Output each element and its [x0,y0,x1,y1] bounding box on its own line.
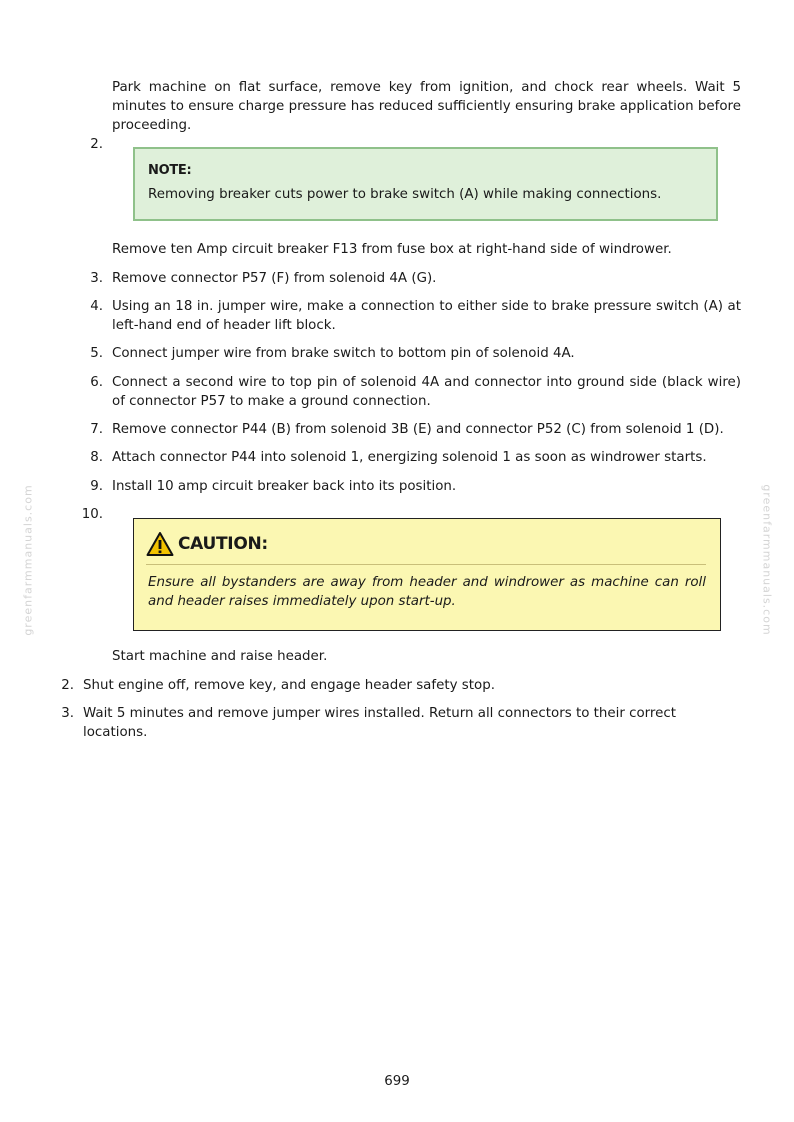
step-2-text: Remove ten Amp circuit breaker F13 from fuse box at right-hand side of windrower. [112,242,672,257]
outer-step-number: 2. [61,678,74,693]
step-10-text: Start machine and raise header. [112,649,328,664]
note-text: Removing breaker cuts power to brake switch (A) while making connections. [148,187,662,202]
step-number-2: 2. [90,137,103,152]
step-text: Connect jumper wire from brake switch to bottom pin of solenoid 4A. [112,346,575,361]
step-number: 9. [90,479,103,494]
step-text: Using an 18 in. jumper wire, make a connection to either side to brake pressure switch (A) at left-hand end of header lift block. [112,299,741,333]
note-title: NOTE: [148,163,192,178]
step-number: 4. [90,299,103,314]
caution-box [133,518,721,631]
warning-triangle-icon [146,531,174,557]
step-text: Remove connector P44 (B) from solenoid 3B (E) and connector P52 (C) from solenoid 1 (D). [112,422,724,437]
step-text: Remove connector P57 (F) from solenoid 4A (G). [112,271,437,286]
page-number: 699 [384,1074,410,1089]
outer-step-number: 3. [61,706,74,721]
step-text: Install 10 amp circuit breaker back into its position. [112,479,457,494]
outer-step-text: Shut engine off, remove key, and engage header safety stop. [83,678,495,693]
watermark-left: greenfarmmanuals.com [21,484,35,636]
step-text: Connect a second wire to top pin of solenoid 4A and connector into ground side (black wire) of connector P57 to make a ground connection. [112,375,741,409]
step-number: 7. [90,422,103,437]
outer-step-text: Wait 5 minutes and remove jumper wires installed. Return all connectors to their correct locations. [83,706,676,740]
step-number: 6. [90,375,103,390]
caution-divider [146,564,706,565]
intro-paragraph: Park machine on flat surface, remove key from ignition, and chock rear wheels. Wait 5 minutes to ensure charge pressure has reduced sufficiently ensuring brake application before proceeding. [112,80,741,133]
step-text: Attach connector P44 into solenoid 1, energizing solenoid 1 as soon as windrower starts. [112,450,707,465]
watermark-right: greenfarmmanuals.com [760,484,774,636]
step-number-10: 10. [81,507,103,522]
note-box [133,147,718,221]
step-number: 5. [90,346,103,361]
step-number: 8. [90,450,103,465]
caution-text: Ensure all bystanders are away from header and windrower as machine can roll and header raises immediately upon start-up. [148,575,706,609]
step-number: 3. [90,271,103,286]
caution-title: CAUTION: [178,534,268,554]
